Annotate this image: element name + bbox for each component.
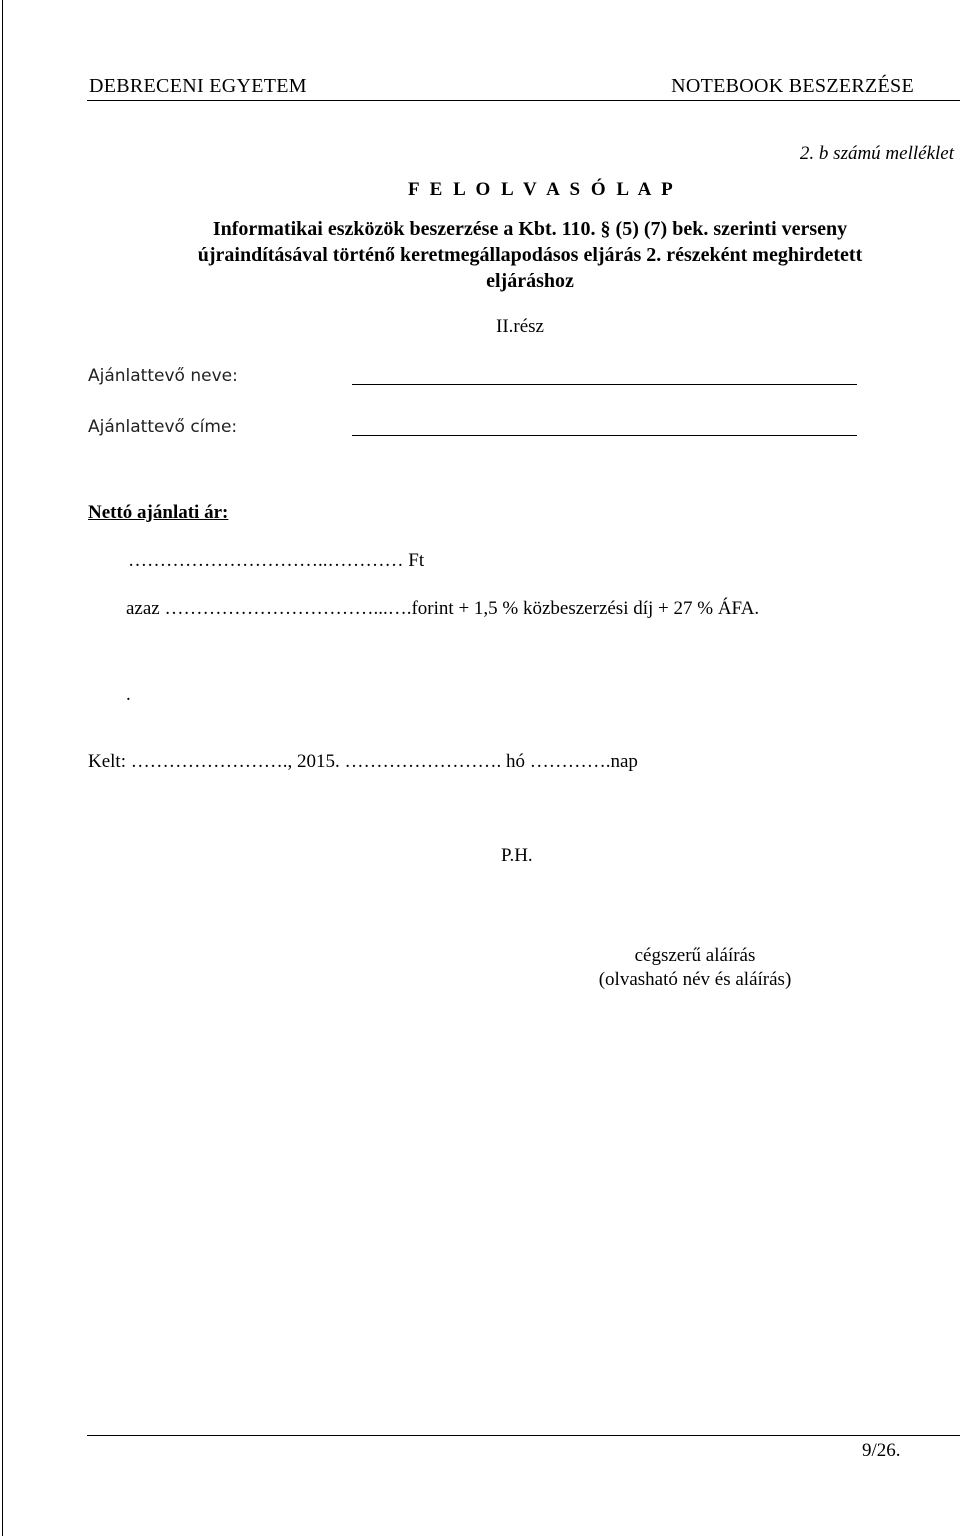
signature-block	[570, 944, 820, 992]
form-title: F E L O L V A S Ó L A P	[408, 179, 676, 200]
subject-line-1: Informatikai eszközök beszerzése a Kbt. 110. § (5) (7) bek. szerinti verseny	[212, 218, 848, 240]
part-label: II.rész	[496, 316, 544, 337]
header-document-title: NOTEBOOK BESZERZÉSE	[671, 75, 914, 97]
signature-note: (olvasható név és aláírás)	[598, 969, 792, 990]
header-rule	[87, 100, 960, 101]
page-number: 9/26.	[862, 1440, 901, 1461]
net-price-label: Nettó ajánlati ár:	[88, 502, 229, 523]
date-line[interactable]: Kelt: ……………………., 2015. ……………………. hó ………….nap	[88, 751, 638, 772]
bidder-address-label: Ajánlattevő címe:	[88, 417, 238, 437]
annex-label: 2. b számú melléklet	[799, 143, 954, 164]
footer-rule	[87, 1435, 960, 1436]
page-left-edge	[2, 0, 3, 1536]
signature-label: cégszerű aláírás	[634, 945, 756, 966]
bidder-name-label: Ajánlattevő neve:	[88, 366, 238, 386]
bidder-address-field[interactable]	[352, 435, 857, 436]
subject-block	[100, 216, 960, 294]
net-price-amount[interactable]: …………………………..………… Ft	[128, 550, 425, 571]
seal-placeholder: P.H.	[501, 845, 533, 866]
net-price-in-words[interactable]: azaz ……………………………...….forint + 1,5 % közbeszerzési díj + 27 % ÁFA.	[126, 598, 760, 619]
subject-line-3: eljáráshoz	[486, 270, 574, 292]
bidder-name-field[interactable]	[352, 384, 857, 385]
subject-line-2: újraindításával történő keretmegállapodásos eljárás 2. részeként meghirdetett	[197, 244, 863, 266]
stray-dot: .	[126, 684, 131, 705]
header-institution: DEBRECENI EGYETEM	[89, 75, 307, 97]
